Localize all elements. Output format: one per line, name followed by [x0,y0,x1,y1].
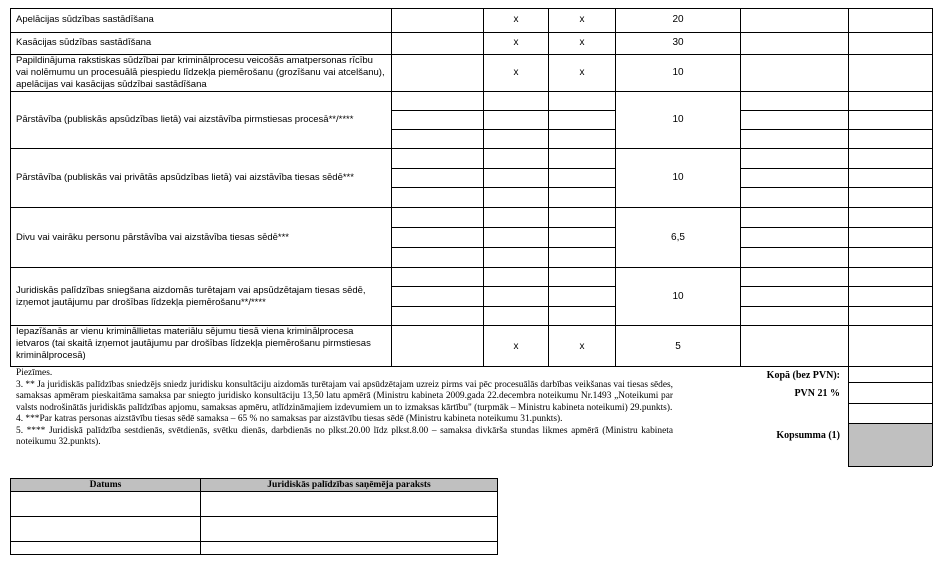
mark-cell: x [513,37,519,48]
totals-border [848,423,932,424]
table-border [932,8,933,366]
rate-value: 10 [672,291,684,302]
subrow-divider [391,286,615,287]
row-divider [10,207,932,208]
signature-cell[interactable] [201,517,498,542]
mark-cell: x [513,67,519,78]
vat-label: PVN 21 % [794,388,840,399]
rate-value: 6,5 [671,232,685,243]
row-divider [10,148,932,149]
totals-border [848,466,932,467]
service-label: Papildinājuma rakstiskas sūdzībai par kriminālprocesu veicošās amatpersonas rīcību vai nolēmumu un procesuālā piespiedu līdzekļa piemērošanu (grozīšanu vai atcelšanu), apelācijas vai kasācijas sūdzībai sastādīšana [16,55,385,90]
signature-header: Juridiskās palīdzības saņēmēja paraksts [201,479,498,492]
service-label: Divu vai vairāku personu pārstāvība vai aizstāvība tiesas sēdē*** [16,232,290,243]
grand-total-cell [848,423,933,466]
subrow-divider [391,227,615,228]
subrow-divider [740,286,932,287]
table-border [10,8,11,366]
rate-value: 20 [672,14,684,25]
rate-value: 10 [672,67,684,78]
service-label: Pārstāvība (publiskās vai privātās apsūdzības lietā) vai aizstāvība tiesas sēdē*** [16,172,354,183]
mark-cell: x [579,67,585,78]
subrow-divider [740,247,932,248]
row-divider [10,91,932,92]
date-cell[interactable] [11,517,201,542]
service-label: Pārstāvība (publiskās apsūdzības lietā) vai aizstāvība pirmstiesas procesā**/**** [16,114,354,125]
subrow-divider [391,247,615,248]
row-divider [10,32,932,33]
note-5: 5. **** Juridiskā palīdzība sestdienās, svētdienās, svētku dienās, darbdienās no plkst.20.00 līdz plkst.8.00 – samaksa divkārša stundas likmes apmērā (Ministru kabineta noteikumu 32.punkts). [16,425,673,447]
subrow-divider [391,129,615,130]
mark-cell: x [513,341,519,352]
grand-total-label: Kopsumma (1) [776,430,840,441]
service-label: Kasācijas sūdzības sastādīšana [16,37,152,48]
subrow-divider [740,306,932,307]
total-label: Kopā (bez PVN): [766,370,840,381]
rate-value: 30 [672,37,684,48]
subrow-divider [740,110,932,111]
signature-table [10,478,498,555]
subrow-divider [391,306,615,307]
service-label: Apelācijas sūdzības sastādīšana [16,14,154,25]
mark-cell: x [579,37,585,48]
subrow-divider [391,168,615,169]
date-cell[interactable] [11,492,201,517]
note-3: 3. ** Ja juridiskās palīdzības sniedzējs sniedz juridisku konsultāciju aizdomās turētajam vai apsūdzētajam uzreiz pirms vai pēc procesuālās darbības veikšanas vai tiesas sēdes, samaksas apmēram pieskaitāma samaksa par sniegto juridisko konsultāciju 13,50 latu apmērā (Ministru kabineta 2009.gada 22.decembra noteikumu Nr.1493 „Noteikumi par valsts nodrošinātās juridiskās palīdzības apjomu, samaksas apmēru, atlīdzināmajiem izdevumiem un to izmaksas kārtību" (turpmāk – Ministru kabineta noteikumi) 29.punkts). [16,379,673,413]
mark-cell: x [513,14,519,25]
notes-section [16,368,673,449]
signature-cell[interactable] [201,492,498,517]
subrow-divider [391,110,615,111]
subrow-divider [740,227,932,228]
rate-value: 5 [675,341,681,352]
totals-border [848,382,932,383]
service-label: Juridiskās palīdzības sniegšana aizdomās turētajam vai apsūdzētajam tiesas sēdē, izņemot jautājumu par drošības līdzekļa piemērošanu**/**** [16,285,366,308]
notes-heading: Piezīmes. [16,368,53,378]
signature-cell[interactable] [201,542,498,555]
table-border [615,8,616,366]
mark-cell: x [579,14,585,25]
row-divider [10,366,932,367]
rate-value: 10 [672,114,684,125]
subrow-divider [391,187,615,188]
subrow-divider [740,168,932,169]
service-label: Iepazīšanās ar vienu krimināllietas materiālu sējumu tiesā viena kriminālprocesa ietvaros (tai skaitā izņemot jautājumu par drošības līdzekļa piemērošanu pirmstiesas kriminālprocesā) [16,326,371,361]
totals-border [848,366,849,466]
totals-border [932,366,933,466]
date-cell[interactable] [11,542,201,555]
row-divider [10,267,932,268]
note-4: 4. ***Par katras personas aizstāvību tiesas sēdē samaksa – 65 % no samaksas par aizstāvību tiesas sēdē (Ministru kabineta noteikumu 31.punkts). [16,414,563,424]
date-header: Datums [11,479,201,492]
totals-border [848,403,932,404]
row-divider [10,8,932,9]
subrow-divider [740,187,932,188]
subrow-divider [740,129,932,130]
mark-cell: x [579,341,585,352]
rate-value: 10 [672,172,684,183]
